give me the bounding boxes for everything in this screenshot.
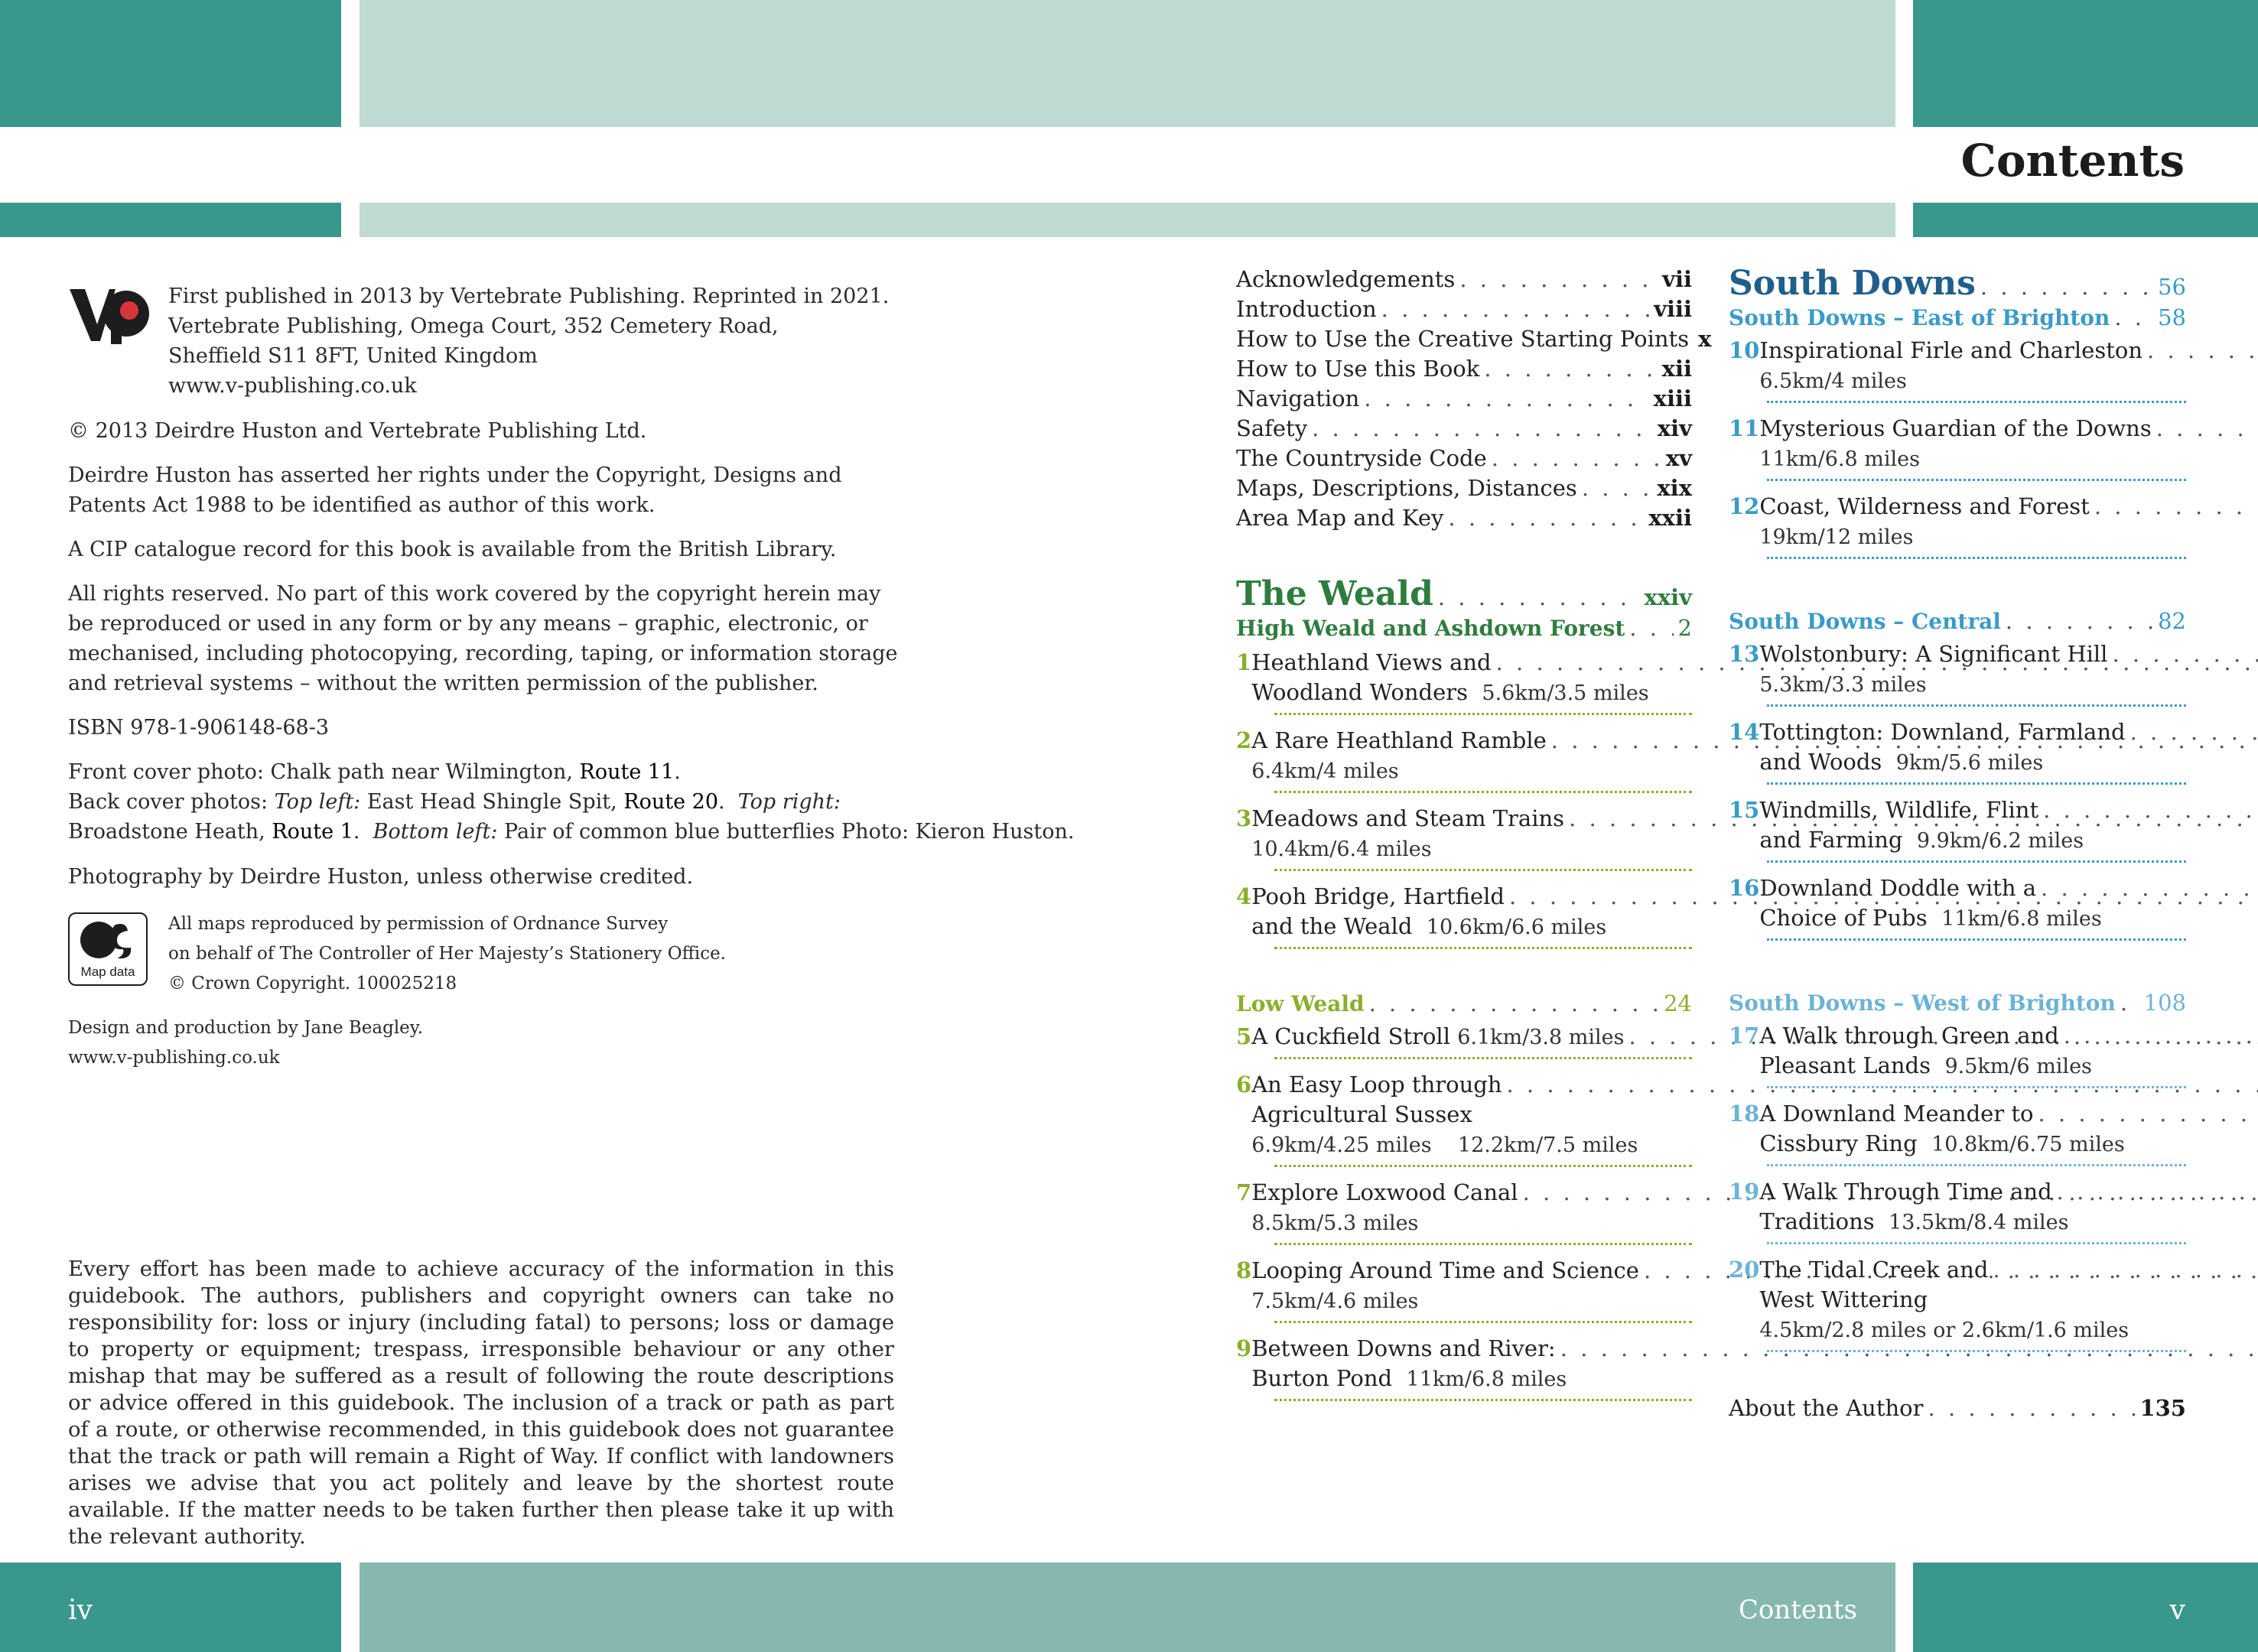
route-entry[interactable]: 19 A Walk Through Time and . . . Traditions 13.5km/8.4 miles xyxy=(1729,1177,2186,1247)
route-divider xyxy=(1767,1164,2186,1166)
route-number: 12 xyxy=(1729,493,1760,519)
route-distance: 9.9km/6.2 miles xyxy=(1916,829,2084,853)
mid-band-right xyxy=(1913,203,2258,237)
route-number: 8 xyxy=(1236,1257,1252,1283)
reserved-line: mechanised, including photocopying, recording, taping, or information storage xyxy=(68,642,898,665)
front-matter-list xyxy=(1236,265,1712,533)
route-distance: 10.4km/6.4 miles xyxy=(1251,837,1432,861)
route-divider xyxy=(1767,557,2186,559)
route-entry[interactable]: 5 A Cuckfield Stroll 6.1km/3.8 miles . . . xyxy=(1236,1022,1692,1062)
route-divider xyxy=(1274,869,1692,871)
photography-credit: Photography by Deirdre Huston, unless otherwise credited. xyxy=(68,865,694,889)
publisher-website: www.v-publishing.co.uk xyxy=(168,374,417,398)
route-distance: 9km/5.6 miles xyxy=(1895,751,2044,775)
route-divider xyxy=(1274,947,1692,949)
route-distance: 19km/12 miles xyxy=(1759,525,1914,549)
route-divider xyxy=(1274,1321,1692,1323)
subsection-heading[interactable]: South Downs – Central . . . 82 xyxy=(1729,606,2186,636)
route-divider xyxy=(1767,860,2186,863)
route-divider xyxy=(1274,1057,1692,1059)
route-distance: 10.8km/6.75 miles xyxy=(1931,1133,2125,1156)
route-divider xyxy=(1274,1165,1692,1167)
footer-band-left xyxy=(0,1563,341,1652)
route-entry[interactable]: 3 Meadows and Steam Trains . . . 10.4km/6.4 miles xyxy=(1236,804,1692,873)
route-entry[interactable]: 2 A Rare Heathland Ramble . . . 6.4km/4 miles xyxy=(1236,726,1692,795)
route-distance: 6.4km/4 miles xyxy=(1251,759,1399,783)
toc-entry[interactable]: The Countryside Code . . . xv xyxy=(1236,444,1692,473)
isbn: ISBN 978-1-906148-68-3 xyxy=(68,716,330,740)
route-entry[interactable]: 13 Wolstonbury: A Significant Hill . . . 5.3km/3.3 miles xyxy=(1729,639,2186,709)
toc-entry[interactable]: Navigation . . . xiii xyxy=(1236,384,1692,414)
route-divider xyxy=(1274,713,1692,715)
disclaimer: Every effort has been made to achieve accuracy of the information in this guidebook. The authors, publishers and copyright owners can take no responsibility for: loss or injury (including fatal) to persons; loss or damage to property or equipment; trespass, irresponsible behaviour or any other mishap that may be suffered as a result of following the route descriptions or advice offered in this guidebook. The inclusion of a track or path as part of a route, or otherwise recommended, in this guidebook does not guarantee that the track or path will remain a Right of Way. If conflict with landowners arises we advise that you act politely and leave by the shortest route available. If the matter needs to be taken further then please take it up with the relevant authority. xyxy=(68,1257,894,1549)
design-credit: Design and production by Jane Beagley. xyxy=(68,1018,424,1038)
rights-line: Deirdre Huston has asserted her rights under the Copyright, Designs and xyxy=(68,463,842,487)
route-entry[interactable]: 12 Coast, Wilderness and Forest . . . 19km/12 miles xyxy=(1729,492,2186,561)
route-distance: 6.1km/3.8 miles xyxy=(1457,1026,1625,1049)
route-distance: 11km/6.8 miles xyxy=(1941,907,2102,931)
publisher-block xyxy=(168,281,889,401)
route-number: 18 xyxy=(1729,1101,1760,1127)
route-entry[interactable]: 6 An Easy Loop through . . . Agricultural Sussex 6.9km/4.25 miles 12.2km/7.5 miles xyxy=(1236,1070,1692,1169)
route-distance: 4.5km/2.8 miles or 2.6km/1.6 miles xyxy=(1759,1319,2129,1342)
route-distance: 11km/6.8 miles xyxy=(1759,447,1921,471)
os-line: All maps reproduced by permission of Ordnance Survey xyxy=(168,914,669,934)
route-distance: 8.5km/5.3 miles xyxy=(1251,1211,1419,1235)
vp-logo xyxy=(68,285,152,346)
route-number: 16 xyxy=(1729,875,1760,901)
route-number: 1 xyxy=(1236,649,1252,675)
route-divider xyxy=(1767,1350,2186,1352)
route-entry[interactable]: 9 Between Downs and River: . . . Burton Pond 11km/6.8 miles xyxy=(1236,1334,1692,1403)
front-cover-route: Route 11 xyxy=(579,760,675,784)
top-band-left xyxy=(0,0,341,127)
back-bottom-left-label: Bottom left: xyxy=(373,820,498,844)
reserved-line: and retrieval systems – without the written permission of the publisher. xyxy=(68,672,818,695)
subsection-heading[interactable]: Low Weald . . . 24 xyxy=(1236,989,1692,1019)
publisher-line: First published in 2013 by Vertebrate Publishing. Reprinted in 2021. xyxy=(168,285,890,308)
back-top-left-text: East Head Shingle Spit, xyxy=(360,790,624,814)
route-entry[interactable]: 20 The Tidal Creek and . . . West Wittering 4.5km/2.8 miles or 2.6km/1.6 miles xyxy=(1729,1255,2186,1354)
running-footer: Contents xyxy=(1738,1595,1857,1625)
route-number: 17 xyxy=(1729,1023,1760,1049)
route-divider xyxy=(1767,401,2186,403)
cover-credits: Front cover photo: Chalk path near Wilmington, Route 11. Back cover photos: Top left: East Head Shingle Spit, Route 20. Top right: Broadstone Heath, Route 1. Bottom left: Pair of common blue butterflies Photo: Kieron Huston. xyxy=(68,760,1075,844)
route-entry[interactable]: 16 Downland Doddle with a . . . Choice of Pubs 11km/6.8 miles xyxy=(1729,873,2186,943)
os-logo-label: Map data xyxy=(80,964,135,979)
route-number: 15 xyxy=(1729,797,1760,823)
publisher-line: Sheffield S11 8FT, United Kingdom xyxy=(168,344,538,368)
toc-entry[interactable]: Area Map and Key . . . xxii xyxy=(1236,503,1692,533)
route-entry[interactable]: 10 Inspirational Firle and Charleston . . . 6.5km/4 miles xyxy=(1729,336,2186,405)
route-number: 13 xyxy=(1729,641,1760,667)
mid-band-left xyxy=(0,203,341,237)
route-entry[interactable]: 18 A Downland Meander to . . . Cissbury Ring 10.8km/6.75 miles xyxy=(1729,1099,2186,1169)
route-entry[interactable]: 8 Looping Around Time and Science . . . 7.5km/4.6 miles xyxy=(1236,1256,1692,1325)
route-divider xyxy=(1274,1243,1692,1245)
toc-entry[interactable]: Maps, Descriptions, Distances . . . xix xyxy=(1236,473,1692,503)
route-entry[interactable]: 14 Tottington: Downland, Farmland . . . and Woods 9km/5.6 miles xyxy=(1729,717,2186,787)
os-line: © Crown Copyright. 100025218 xyxy=(168,974,457,993)
route-divider xyxy=(1767,938,2186,941)
toc-entry[interactable]: How to Use the Creative Starting Points x xyxy=(1236,326,1712,352)
downs-section xyxy=(1729,265,2186,1423)
subsection-heading[interactable]: High Weald and Ashdown Forest . . . 2 xyxy=(1236,613,1692,643)
route-entry[interactable]: 15 Windmills, Wildlife, Flint . . . and Farming 9.9km/6.2 miles xyxy=(1729,795,2186,865)
footer-band-right xyxy=(1913,1563,2258,1652)
route-number: 6 xyxy=(1236,1072,1252,1098)
route-number: 4 xyxy=(1236,883,1252,909)
route-number: 11 xyxy=(1729,415,1760,441)
route-number: 7 xyxy=(1236,1179,1252,1205)
os-line: on behalf of The Controller of Her Majesty’s Stationery Office. xyxy=(168,944,727,964)
toc-entry[interactable]: Introduction . . . viii xyxy=(1236,294,1692,324)
page-number-right: v xyxy=(2169,1595,2185,1626)
back-top-left-label: Top left: xyxy=(274,790,361,814)
route-number: 19 xyxy=(1729,1179,1760,1205)
route-divider xyxy=(1767,704,2186,707)
os-map-data-logo xyxy=(68,912,148,986)
back-top-right-label: Top right: xyxy=(737,790,841,814)
toc-entry[interactable]: Acknowledgements . . . vii xyxy=(1236,265,1692,294)
front-cover-label: Front cover photo: Chalk path near Wilmington, xyxy=(68,760,580,784)
route-distance: 13.5km/8.4 miles xyxy=(1889,1211,2069,1234)
route-number: 2 xyxy=(1236,727,1252,753)
route-entry[interactable]: 4 Pooh Bridge, Hartfield . . . and the Weald 10.6km/6.6 miles xyxy=(1236,882,1692,951)
route-entry[interactable]: 1 Heathland Views and . . . Woodland Wonders 5.6km/3.5 miles xyxy=(1236,648,1692,717)
route-distance: 5.3km/3.3 miles xyxy=(1759,673,1927,697)
back-top-right-route: Route 1 xyxy=(272,820,353,844)
route-entry[interactable]: 17 A Walk through Green and . . . Pleasant Lands 9.5km/6 miles xyxy=(1729,1021,2186,1091)
page-number-left: iv xyxy=(68,1595,93,1626)
os-permission xyxy=(168,909,726,999)
back-top-right-text: Broadstone Heath, xyxy=(68,820,272,844)
route-divider xyxy=(1274,791,1692,793)
footer-band-center xyxy=(360,1563,1895,1652)
route-number: 20 xyxy=(1729,1257,1760,1283)
weald-section xyxy=(1236,575,1692,1401)
route-divider xyxy=(1767,1086,2186,1088)
subsection-heading[interactable]: South Downs – East of Brighton . . . 58 xyxy=(1729,303,2186,333)
section-heading[interactable]: South Downs . . . 56 xyxy=(1729,265,2186,303)
top-band-right xyxy=(1913,0,2258,127)
route-number: 10 xyxy=(1729,337,1760,363)
route-divider xyxy=(1767,782,2186,785)
publisher-line: Vertebrate Publishing, Omega Court, 352 Cemetery Road, xyxy=(168,314,779,338)
route-entry[interactable]: 11 Mysterious Guardian of the Downs . . . 11km/6.8 miles xyxy=(1729,414,2186,483)
route-distance: 11km/6.8 miles xyxy=(1406,1367,1567,1391)
reserved-line: be reproduced or used in any form or by any means – graphic, electronic, or xyxy=(68,612,868,636)
back-bottom-left-text: Pair of common blue butterflies Photo: Kieron Huston. xyxy=(497,820,1075,844)
cip-notice: A CIP catalogue record for this book is available from the British Library. xyxy=(68,538,837,561)
rights-line: Patents Act 1988 to be identified as author of this work. xyxy=(68,493,656,517)
copyright-notice: © 2013 Deirdre Huston and Vertebrate Publishing Ltd. xyxy=(68,419,647,443)
route-divider xyxy=(1767,479,2186,481)
route-distance: 6.5km/4 miles xyxy=(1759,369,1907,393)
route-distance: 10.6km/6.6 miles xyxy=(1426,915,1607,939)
toc-entry[interactable]: How to Use this Book . . . xii xyxy=(1236,354,1692,384)
mid-band-center xyxy=(360,203,1895,237)
route-entry[interactable]: 7 Explore Loxwood Canal . . . 8.5km/5.3 miles xyxy=(1236,1178,1692,1247)
route-distance: 6.9km/4.25 miles 12.2km/7.5 miles xyxy=(1251,1133,1638,1157)
page-title: Contents xyxy=(1960,135,2185,187)
section-heading[interactable]: The Weald . . . xxiv xyxy=(1236,575,1692,613)
route-number: 3 xyxy=(1236,805,1252,831)
website-footer: www.v-publishing.co.uk xyxy=(68,1048,280,1068)
route-number: 14 xyxy=(1729,719,1760,745)
route-distance: 9.5km/6 miles xyxy=(1944,1055,2092,1078)
route-number: 5 xyxy=(1236,1023,1252,1049)
toc-entry[interactable]: Safety . . . xiv xyxy=(1236,414,1692,444)
route-distance: 7.5km/4.6 miles xyxy=(1251,1289,1419,1313)
toc-entry-about-author[interactable]: About the Author . . . 135 xyxy=(1729,1393,2186,1423)
route-title-line2: Agricultural Sussex xyxy=(1251,1101,1472,1127)
back-top-left-route: Route 20 xyxy=(623,790,719,814)
back-cover-label: Back cover photos: xyxy=(68,790,275,814)
reserved-line: All rights reserved. No part of this work covered by the copyright herein may xyxy=(68,582,881,606)
route-number: 9 xyxy=(1236,1335,1252,1361)
subsection-heading[interactable]: South Downs – West of Brighton . . . 108 xyxy=(1729,988,2186,1018)
route-divider xyxy=(1767,1242,2186,1244)
top-band-center xyxy=(360,0,1895,127)
route-divider xyxy=(1274,1399,1692,1401)
route-title-line2: West Wittering xyxy=(1759,1286,1928,1312)
route-distance: 5.6km/3.5 miles xyxy=(1482,681,1649,705)
